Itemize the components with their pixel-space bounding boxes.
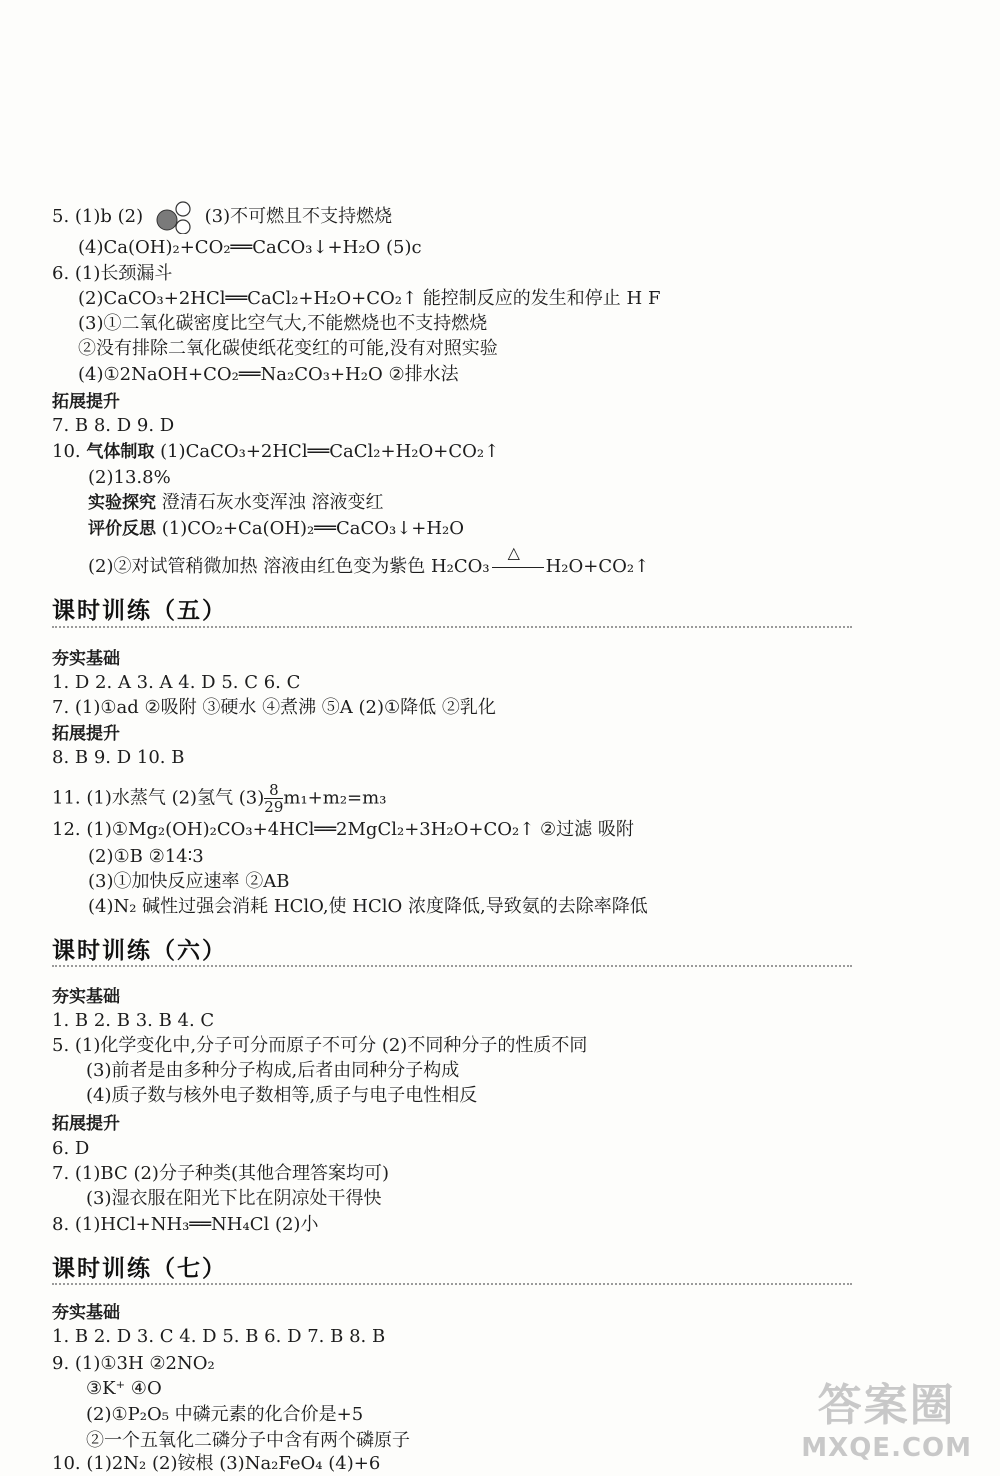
answer-11-part-b: m₁+m₂=m₃ [283, 787, 387, 809]
heading-basics: 夯实基础 [52, 1303, 120, 1323]
answer-9-line-4: ②一个五氧化二磷分子中含有两个磷原子 [86, 1430, 410, 1451]
answer-12-line-3: (3)①加快反应速率 ②AB [88, 871, 290, 892]
watermark-text: 答案圈 [817, 1380, 956, 1431]
answer-5-line-1: 5. (1)化学变化中,分子可分而原子不可分 (2)不同种分子的性质不同 [52, 1035, 588, 1056]
answer-5-line-3: (4)质子数与核外电子数相等,质子与电子电性相反 [86, 1085, 478, 1106]
answer-6-line-1: 6. (1)长颈漏斗 [52, 263, 173, 284]
section-divider [52, 1283, 852, 1285]
section-title-6: 课时训练（六） [52, 938, 227, 964]
heading-basics: 夯实基础 [52, 649, 120, 669]
answer-12-line-1: 12. (1)①Mg₂(OH)₂CO₃+4HCl══2MgCl₂+3H₂O+CO₂↑ ②过滤 吸附 [52, 819, 634, 840]
answer-10-line-2: (2)13.8% [88, 467, 171, 488]
answer-6-line-2: (2)CaCO₃+2HCl══CaCl₂+H₂O+CO₂↑ 能控制反应的发生和停止 H F [78, 288, 661, 309]
answers-1-6: 1. D 2. A 3. A 4. D 5. C 6. C [52, 672, 301, 693]
answer-11 [52, 782, 386, 815]
answer-12-line-2: (2)①B ②14∶3 [88, 846, 204, 867]
label-evaluation: 评价反思 [88, 519, 156, 539]
answer-7-line-2: (3)湿衣服在阳光下比在阴凉处干得快 [86, 1188, 382, 1209]
molecule-diagram [155, 200, 193, 234]
answer-7-line-1: 7. (1)BC (2)分子种类(其他合理答案均可) [52, 1163, 389, 1184]
answer-9-line-3: (2)①P₂O₅ 中磷元素的化合价是+5 [86, 1404, 364, 1425]
evaluation-answer: (1)CO₂+Ca(OH)₂══CaCO₃↓+H₂O [156, 518, 465, 539]
watermark-logo [801, 1369, 972, 1463]
answer-6: 6. D [52, 1138, 90, 1159]
heading-extension: 拓展提升 [52, 1114, 120, 1134]
answer-7: 7. (1)①ad ②吸附 ③硬水 ④煮沸 ⑤A (2)①降低 ②乳化 [52, 697, 496, 718]
answer-10-line-4 [88, 517, 464, 541]
label-gas-preparation: 气体制取 [86, 442, 155, 462]
answer-5-line-2: (3)前者是由多种分子构成,后者由同种分子构成 [86, 1060, 460, 1081]
section-divider [52, 965, 852, 967]
answer-5-line-2: (4)Ca(OH)₂+CO₂══CaCO₃↓+H₂O (5)c [78, 237, 422, 258]
heading-basics: 夯实基础 [52, 987, 120, 1007]
answers-8-10: 8. B 9. D 10. B [52, 747, 185, 768]
section-divider [52, 626, 852, 628]
label-experiment: 实验探究 [88, 493, 156, 513]
answer-10-line-5-b: H₂O+CO₂↑ [545, 556, 650, 577]
heading-extension: 拓展提升 [52, 724, 120, 744]
answer-5-line-1 [52, 200, 392, 234]
answer-10: 10. (1)2N₂ (2)铵根 (3)Na₂FeO₄ (4)+6 [52, 1453, 381, 1474]
fraction [264, 782, 283, 815]
answers-1-8: 1. B 2. D 3. C 4. D 5. B 6. D 7. B 8. B [52, 1326, 386, 1347]
answer-9-line-2: ③K⁺ ④O [86, 1378, 162, 1399]
experiment-answer: 澄清石灰水变浑浊 溶液变红 [156, 492, 384, 513]
answer-6-line-5: (4)①2NaOH+CO₂══Na₂CO₃+H₂O ②排水法 [78, 364, 459, 385]
answer-10-line-1 [52, 440, 499, 464]
answer-6-line-3: (3)①二氧化碳密度比空气大,不能燃烧也不支持燃烧 [78, 313, 488, 334]
answers-7-9: 7. B 8. D 9. D [52, 415, 175, 436]
answer-5-part-a: 5. (1)b (2) [52, 206, 144, 227]
heading-extension: 拓展提升 [52, 392, 120, 412]
answer-10-line-3 [88, 491, 383, 515]
answer-10-line-5 [88, 543, 650, 579]
answer-10-number: 10. [52, 441, 87, 462]
section-title-7: 课时训练（七） [52, 1256, 227, 1282]
watermark-url: MXQE.COM [801, 1433, 972, 1463]
heat-arrow [490, 543, 546, 579]
answer-5-part-b: (3)不可燃且不支持燃烧 [204, 206, 393, 227]
answer-10-equation: (1)CaCO₃+2HCl══CaCl₂+H₂O+CO₂↑ [154, 441, 500, 462]
answer-8: 8. (1)HCl+NH₃══NH₄Cl (2)小 [52, 1214, 319, 1235]
answer-6-line-4: ②没有排除二氧化碳使纸花变红的可能,没有对照实验 [78, 338, 498, 359]
answers-1-4: 1. B 2. B 3. B 4. C [52, 1010, 215, 1031]
fraction-numerator: 8 [264, 782, 283, 799]
answer-10-line-5-a: (2)②对试管稍微加热 溶液由红色变为紫色 H₂CO₃ [88, 556, 490, 577]
heat-symbol: △ [507, 543, 520, 562]
fraction-denominator: 29 [264, 798, 284, 816]
section-title-5: 课时训练（五） [52, 598, 227, 624]
answer-9-line-1: 9. (1)①3H ②2NO₂ [52, 1353, 215, 1374]
answer-11-part-a: 11. (1)水蒸气 (2)氢气 (3) [52, 787, 265, 809]
answer-12-line-4: (4)N₂ 碱性过强会消耗 HClO,使 HClO 浓度降低,导致氨的去除率降低 [88, 896, 648, 917]
